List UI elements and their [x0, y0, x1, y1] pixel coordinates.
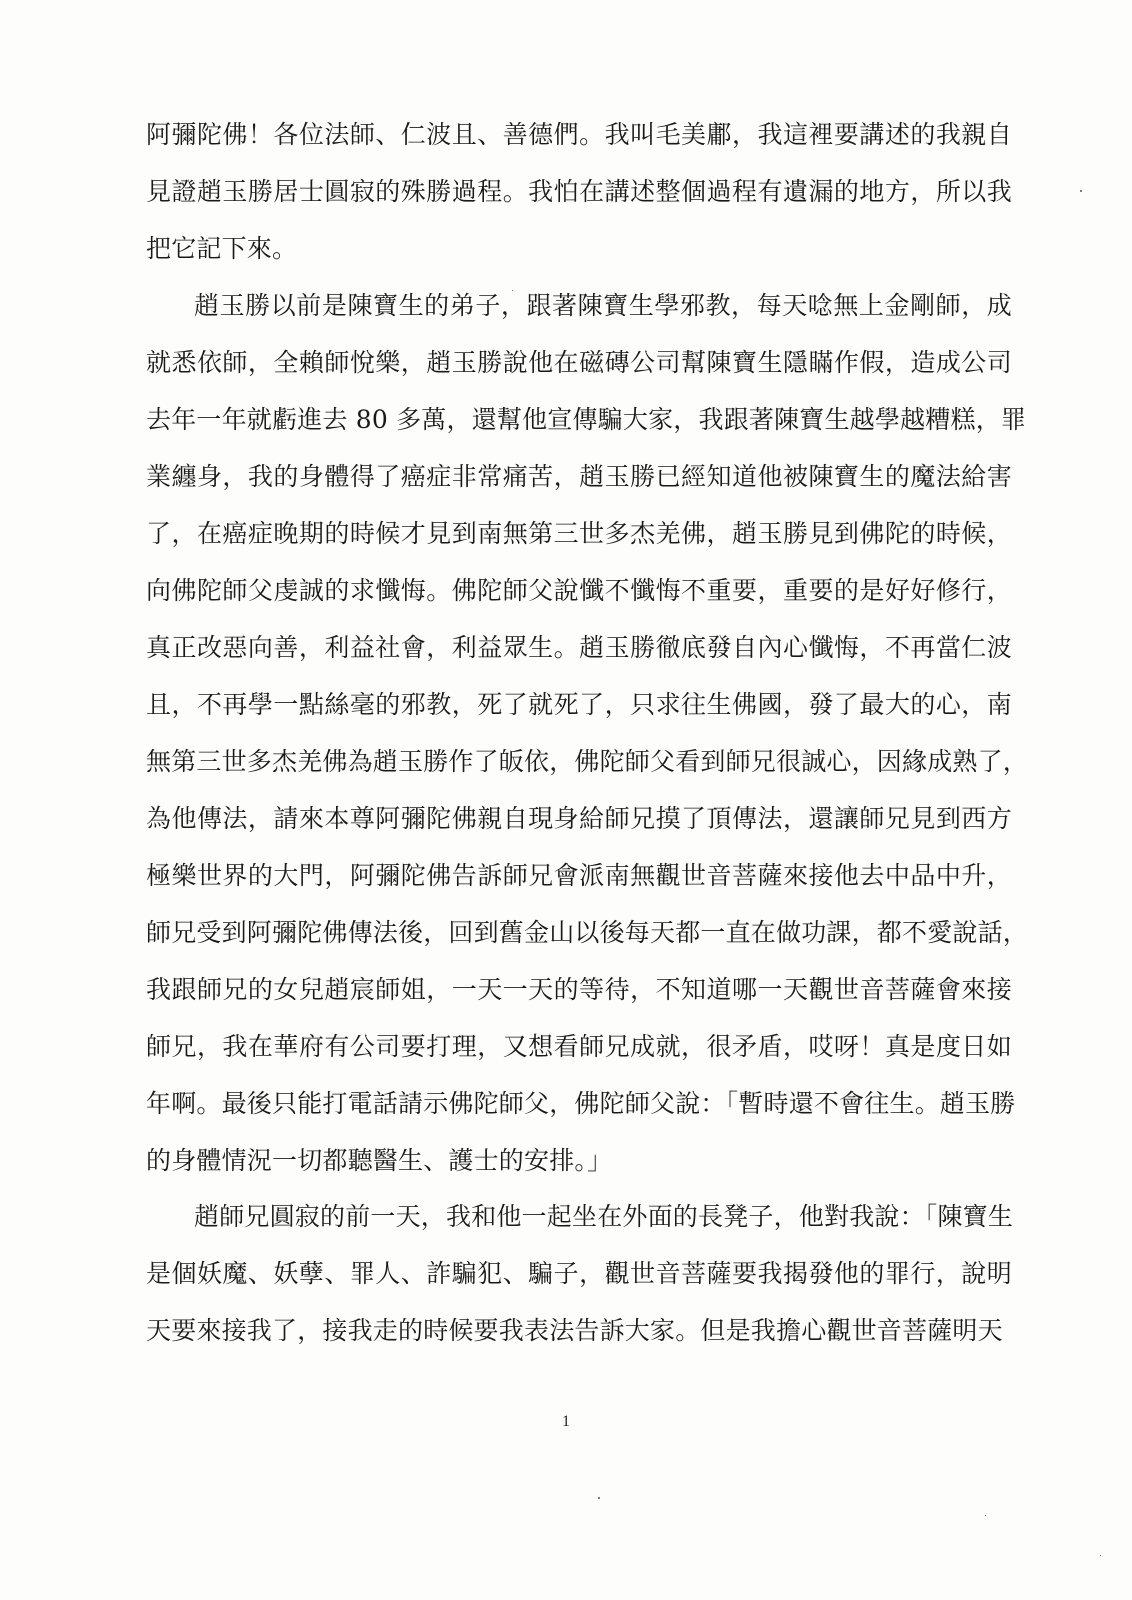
- scan-speck: [1100, 1555, 1101, 1556]
- text-line: 就悉依師，全賴師悅樂，趙玉勝說他在磁磚公司幫陳寶生隱瞞作假，造成公司: [146, 348, 1012, 377]
- text-line: 阿彌陀佛！各位法師、仁波且、善德們。我叫毛美鄘，我這裡要講述的我親自: [146, 120, 1012, 149]
- scan-speck: [512, 290, 513, 291]
- text-line: 業纏身，我的身體得了癌症非常痛苦，趙玉勝已經知道他被陳寶生的魔法給害: [146, 462, 1012, 491]
- text-line: 天要來接我了，接我走的時候要我表法告訴大家。但是我擔心觀世音菩薩明天: [146, 1316, 1003, 1345]
- scan-speck: [598, 1497, 600, 1499]
- text-line: 是個妖魔、妖孽、罪人、詐騙犯、騙子，觀世音菩薩要我揭發他的罪行，說明: [146, 1259, 1012, 1288]
- page-number: 1: [562, 1413, 570, 1430]
- text-line: 向佛陀師父虔誠的求懺悔。佛陀師父說懺不懺悔不重要，重要的是好好修行，: [146, 576, 1012, 605]
- text-line: 年啊。最後只能打電話請示佛陀師父，佛陀師父說：「暫時還不會往生。趙玉勝: [146, 1089, 1016, 1118]
- text-line: 趙師兄圓寂的前一天，我和他一起坐在外面的長凳子，他對我說：「陳寶生: [194, 1202, 1014, 1231]
- text-line: 為他傳法，請來本尊阿彌陀佛親自現身給師兄摸了頂傳法，還讓師兄見到西方: [146, 804, 1012, 833]
- text-line: 去年一年就虧進去 80 多萬，還幫他宣傳騙大家，我跟著陳寶生越學越糟糕，罪: [146, 405, 1027, 434]
- text-line: 極樂世界的大門，阿彌陀佛告訴師兄會派南無觀世音菩薩來接他去中品中升，: [146, 861, 1012, 890]
- text-line: 的身體情況一切都聽醫生、護士的安排。」: [146, 1146, 613, 1175]
- scan-speck: [985, 1515, 986, 1516]
- text-line: 無第三世多杰羌佛為趙玉勝作了皈依，佛陀師父看到師兄很誠心，因緣成熟了，: [146, 747, 1029, 776]
- text-line: 趙玉勝以前是陳寶生的弟子，跟著陳寶生學邪教，每天唸無上金剛師，成: [194, 291, 1012, 320]
- text-line: 師兄受到阿彌陀佛傳法後，回到舊金山以後每天都一直在做功課，都不愛說話，: [146, 918, 1029, 947]
- text-line: 了，在癌症晚期的時候才見到南無第三世多杰羌佛，趙玉勝見到佛陀的時候，: [146, 519, 1012, 548]
- text-line: 見證趙玉勝居士圓寂的殊勝過程。我怕在講述整個過程有遺漏的地方，所以我: [146, 177, 1012, 206]
- text-line: 我跟師兄的女兒趙宸師姐，一天一天的等待，不知道哪一天觀世音菩薩會來接: [146, 975, 1012, 1004]
- text-line: 真正改惡向善，利益社會，利益眾生。趙玉勝徹底發自內心懺悔，不再當仁波: [146, 633, 1012, 662]
- scan-speck: [1080, 190, 1082, 192]
- text-line: 師兄，我在華府有公司要打理，又想看師兄成就，很矛盾，哎呀！真是度日如: [146, 1032, 1012, 1061]
- text-line: 且，不再學一點絲毫的邪教，死了就死了，只求往生佛國，發了最大的心，南: [146, 690, 1012, 719]
- text-line: 把它記下來。: [146, 234, 298, 263]
